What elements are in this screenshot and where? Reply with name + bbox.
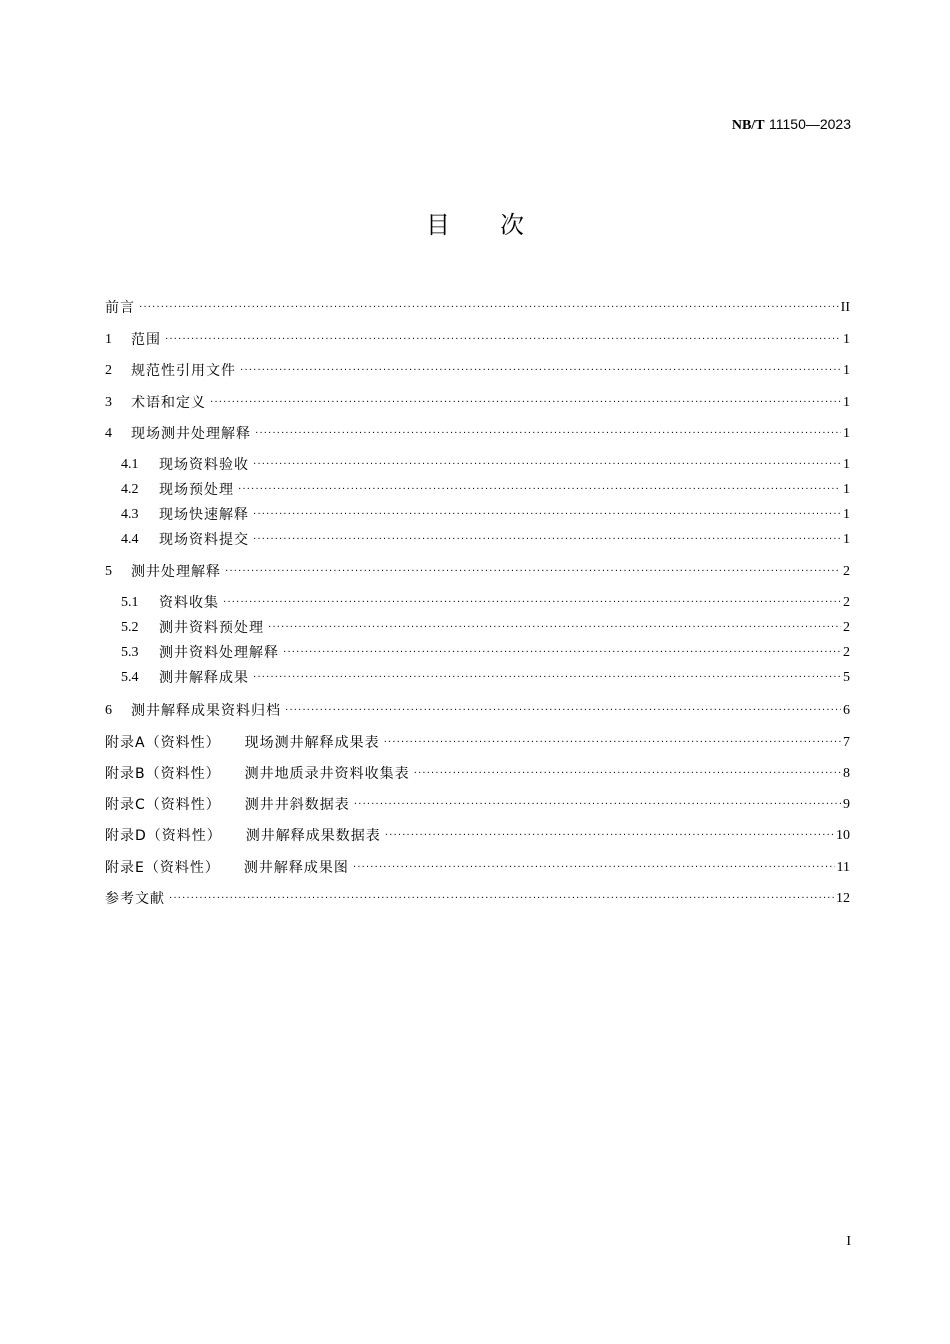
toc-entry-5-1[interactable]: [121, 593, 850, 613]
toc-entry-4-2[interactable]: [121, 480, 850, 500]
toc-entry-page: 11: [836, 860, 850, 875]
toc-entry-number: 5.1: [121, 595, 139, 610]
toc-entry-label: 附录B（资料性）: [105, 766, 221, 782]
standard-code-prefix: NB/T: [731, 118, 765, 133]
toc-entry-3[interactable]: [105, 393, 850, 413]
toc-entry-label: 测井解释成果: [159, 670, 249, 686]
toc-leader-dots: [223, 593, 841, 613]
toc-entry-label: 范围: [131, 332, 161, 348]
toc-entry-label: 现场预处理: [159, 482, 234, 498]
toc-entry-number: 5.2: [121, 620, 139, 635]
toc-entry-page: 1: [843, 482, 850, 497]
toc-entry-foreword[interactable]: [105, 298, 850, 318]
toc-entry-label: 测井解释成果资料归档: [131, 703, 281, 719]
toc-entry-page: 8: [843, 766, 850, 781]
toc-entry-appendix-e[interactable]: [105, 858, 850, 878]
toc-leader-dots: [253, 455, 841, 475]
toc-entry-page: 6: [843, 703, 850, 718]
toc-entry-number: 4.3: [121, 507, 139, 522]
toc-entry-label: 前言: [105, 300, 135, 316]
toc-entry-5-3[interactable]: [121, 643, 850, 663]
toc-entry-number: 5: [105, 564, 112, 579]
toc-leader-dots: [385, 826, 834, 846]
toc-entry-appendix-c[interactable]: [105, 795, 850, 815]
toc-entry-page: 1: [843, 532, 850, 547]
toc-entry-number: 2: [105, 363, 112, 378]
toc-leader-dots: [165, 330, 841, 350]
toc-appendix-title: 现场测井解释成果表: [244, 735, 380, 751]
toc-leader-dots: [139, 298, 839, 318]
toc-leader-dots: [283, 643, 841, 663]
page-number: I: [846, 1234, 851, 1249]
toc-entry-page: 1: [843, 426, 850, 441]
toc-entry-5[interactable]: [105, 562, 850, 582]
toc-entry-page: 10: [836, 828, 850, 843]
toc-entry-4-4[interactable]: [121, 530, 850, 550]
toc-entry-page: 2: [843, 595, 850, 610]
toc-entry-label: 资料收集: [159, 595, 219, 611]
toc-entry-label: 测井资料预处理: [159, 620, 264, 636]
toc-entry-label: 附录C（资料性）: [105, 797, 221, 813]
toc-leader-dots: [354, 795, 841, 815]
toc-entry-5-2[interactable]: [121, 618, 850, 638]
page-title: 目次: [426, 211, 574, 239]
standard-code-number: 11150—2023: [769, 116, 851, 132]
toc-entry-4[interactable]: [105, 424, 850, 444]
toc-entry-label: 参考文献: [105, 891, 165, 907]
standard-code: [732, 114, 851, 136]
toc-appendix-title: 测井井斜数据表: [244, 797, 350, 813]
toc-leader-dots: [210, 393, 841, 413]
toc-leader-dots: [240, 361, 841, 381]
toc-entry-page: 2: [843, 620, 850, 635]
toc-entry-label: 附录E（资料性）: [105, 860, 220, 876]
toc-entry-page: 1: [843, 363, 850, 378]
toc-leader-dots: [253, 505, 841, 525]
toc-leader-dots: [414, 764, 841, 784]
toc-entry-page: 1: [843, 332, 850, 347]
toc-entry-number: 6: [105, 703, 112, 718]
toc-entry-page: 1: [843, 395, 850, 410]
toc-entry-5-4[interactable]: [121, 668, 850, 688]
toc-entry-number: 4.2: [121, 482, 139, 497]
toc-entry-appendix-b[interactable]: [105, 764, 850, 784]
toc-leader-dots: [268, 618, 841, 638]
toc-entry-label: 测井处理解释: [131, 564, 221, 580]
toc-entry-page: 2: [843, 645, 850, 660]
toc-entry-references[interactable]: [105, 889, 850, 909]
toc-entry-1[interactable]: [105, 330, 850, 350]
toc-entry-number: 4: [105, 426, 112, 441]
toc-entry-label: 现场快速解释: [159, 507, 249, 523]
toc-entry-page: 1: [843, 457, 850, 472]
toc-entry-page: 9: [843, 797, 850, 812]
toc-leader-dots: [225, 562, 841, 582]
toc-leader-dots: [253, 668, 841, 688]
toc-appendix-title: 测井解释成果数据表: [245, 828, 381, 844]
toc-entry-label: 测井资料处理解释: [159, 645, 279, 661]
toc-leader-dots: [384, 733, 841, 753]
toc-entry-4-3[interactable]: [121, 505, 850, 525]
toc-entry-label: 现场测井处理解释: [131, 426, 251, 442]
toc-leader-dots: [285, 701, 841, 721]
toc-appendix-title: 测井解释成果图: [243, 860, 349, 876]
toc-entry-page: 12: [836, 891, 850, 906]
toc-leader-dots: [169, 889, 834, 909]
toc-entry-number: 1: [105, 332, 112, 347]
toc-entry-page: 1: [843, 507, 850, 522]
toc-entry-label: 附录A（资料性）: [105, 735, 221, 751]
toc-entry-label: 现场资料验收: [159, 457, 249, 473]
toc-leader-dots: [353, 858, 835, 878]
toc-entry-page: II: [840, 300, 850, 315]
toc-entry-page: 7: [843, 735, 850, 750]
toc-entry-4-1[interactable]: [121, 455, 850, 475]
toc-entry-number: 4.4: [121, 532, 139, 547]
toc-entry-page: 2: [843, 564, 850, 579]
toc-entry-label: 规范性引用文件: [131, 363, 236, 379]
toc-entry-number: 5.3: [121, 645, 139, 660]
toc-leader-dots: [253, 530, 841, 550]
toc-entry-number: 4.1: [121, 457, 139, 472]
toc-entry-page: 5: [843, 670, 850, 685]
toc-leader-dots: [238, 480, 841, 500]
toc-entry-appendix-a[interactable]: [105, 733, 850, 753]
toc-entry-6[interactable]: [105, 701, 850, 721]
toc-entry-number: 5.4: [121, 670, 139, 685]
toc-leader-dots: [255, 424, 841, 444]
toc-entry-label: 术语和定义: [131, 395, 206, 411]
toc-entry-label: 附录D（资料性）: [105, 828, 222, 844]
toc-entry-label: 现场资料提交: [159, 532, 249, 548]
toc-entry-number: 3: [105, 395, 112, 410]
toc-entry-2[interactable]: [105, 361, 850, 381]
toc-appendix-title: 测井地质录井资料收集表: [244, 766, 410, 782]
toc-entry-appendix-d[interactable]: [105, 826, 850, 846]
